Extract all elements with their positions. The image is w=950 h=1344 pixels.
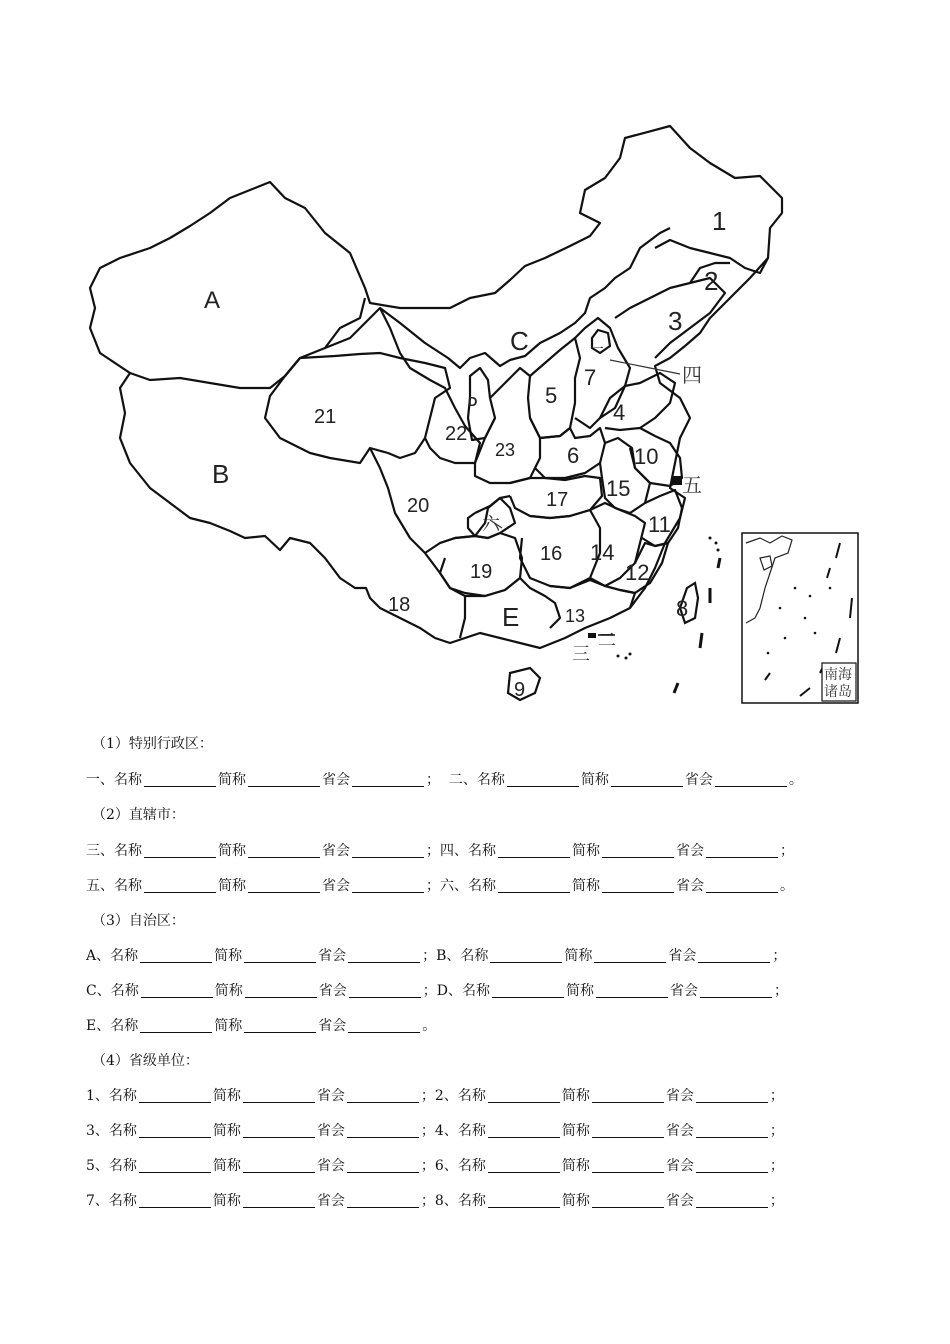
item-2: 2、 <box>434 1088 458 1104</box>
blank-2-name[interactable] <box>488 1088 560 1103</box>
field-name: 名称 <box>457 1158 486 1174</box>
blank-6-capital[interactable] <box>696 1158 768 1173</box>
field-name: 名称 <box>108 1193 137 1209</box>
section-2-title: （2）直辖市： <box>92 807 185 823</box>
field-capital: 省会 <box>318 1018 347 1034</box>
field-capital: 省会 <box>318 983 347 999</box>
blank-C-name[interactable] <box>141 983 213 998</box>
blank-3-capital[interactable] <box>347 1123 419 1138</box>
blank-C-capital[interactable] <box>349 983 421 998</box>
label-5: 5 <box>545 383 558 408</box>
label-8: 8 <box>676 596 689 621</box>
punct: ； <box>420 1088 435 1104</box>
blank-A-capital[interactable] <box>348 948 420 963</box>
item-3: 3、 <box>86 1123 109 1139</box>
item-liu: 六、 <box>440 878 468 894</box>
field-name: 名称 <box>461 983 490 999</box>
row-3-4 <box>86 1122 784 1140</box>
field-capital: 省会 <box>684 772 713 788</box>
label-yi: 一 <box>590 342 604 358</box>
border-ab <box>130 358 300 388</box>
row-1-2 <box>86 1087 784 1105</box>
punct: ； <box>426 772 440 788</box>
item-A: A、 <box>86 948 111 964</box>
item-1: 1、 <box>86 1088 109 1104</box>
field-name: 名称 <box>108 1158 137 1174</box>
label-9: 9 <box>514 679 526 701</box>
border-ac <box>300 298 365 358</box>
blank-wu-capital[interactable] <box>352 878 424 893</box>
blank-1-abbr[interactable] <box>243 1088 315 1103</box>
field-abbr: 简称 <box>572 878 600 894</box>
field-capital: 省会 <box>316 1158 345 1174</box>
field-capital: 省会 <box>316 1123 345 1139</box>
field-capital: 省会 <box>322 843 350 859</box>
label-er: 二 <box>598 630 616 651</box>
label-14: 14 <box>590 540 615 565</box>
field-name: 名称 <box>476 772 505 788</box>
field-name: 名称 <box>108 1123 137 1139</box>
label-A: A <box>204 287 221 314</box>
shanghai-marker <box>672 476 682 485</box>
field-name: 名称 <box>110 983 139 999</box>
label-7: 7 <box>584 365 597 390</box>
label-16: 16 <box>540 543 563 565</box>
field-abbr: 简称 <box>564 948 593 964</box>
blank-5-capital[interactable] <box>347 1158 419 1173</box>
label-B: B <box>212 459 230 489</box>
blank-liu-abbr[interactable] <box>602 878 674 893</box>
row-yi-er <box>86 771 803 789</box>
field-name: 名称 <box>114 878 142 894</box>
item-B: B、 <box>436 948 461 964</box>
field-name: 名称 <box>110 1018 139 1034</box>
label-D: D <box>468 394 478 409</box>
label-20: 20 <box>407 495 430 517</box>
punct: ； <box>426 878 440 894</box>
islands <box>674 558 720 693</box>
section-3-title: （3）自治区： <box>92 913 185 929</box>
field-abbr: 简称 <box>218 772 246 788</box>
blank-1-name[interactable] <box>139 1088 211 1103</box>
field-abbr: 简称 <box>212 1088 241 1104</box>
blank-6-abbr[interactable] <box>592 1158 664 1173</box>
label-2: 2 <box>704 266 719 296</box>
china-map <box>70 118 870 718</box>
row-E <box>86 1017 436 1035</box>
item-5: 5、 <box>86 1158 109 1174</box>
punct: ； <box>426 843 440 859</box>
blank-6-name[interactable] <box>488 1158 560 1173</box>
punct: ； <box>772 948 787 964</box>
field-name: 名称 <box>468 843 496 859</box>
row-san-si <box>86 842 794 860</box>
blank-B-abbr[interactable] <box>594 948 666 963</box>
section-1-title: （1）特别行政区： <box>92 736 213 752</box>
field-capital: 省会 <box>316 1193 345 1209</box>
field-capital: 省会 <box>665 1088 694 1104</box>
punct: ； <box>769 1088 784 1104</box>
blank-liu-capital[interactable] <box>706 878 778 893</box>
blank-si-name[interactable] <box>498 843 570 858</box>
label-10: 10 <box>634 444 659 469</box>
punct: ； <box>422 948 437 964</box>
blank-san-name[interactable] <box>144 843 216 858</box>
field-abbr: 简称 <box>561 1088 590 1104</box>
punct: ； <box>780 843 794 859</box>
border-21 <box>265 353 450 463</box>
field-abbr: 简称 <box>212 1123 241 1139</box>
field-name: 名称 <box>457 1123 486 1139</box>
number-labels <box>314 206 726 701</box>
blank-5-name[interactable] <box>139 1158 211 1173</box>
punct: ； <box>422 983 437 999</box>
punct: ； <box>769 1123 784 1139</box>
blank-C-abbr[interactable] <box>245 983 317 998</box>
blank-D-capital[interactable] <box>700 983 772 998</box>
blank-7-name[interactable] <box>139 1193 211 1208</box>
field-capital: 省会 <box>665 1193 694 1209</box>
label-23: 23 <box>495 440 516 460</box>
label-C: C <box>510 326 529 356</box>
label-21: 21 <box>314 406 337 428</box>
field-abbr: 简称 <box>214 1018 243 1034</box>
field-name: 名称 <box>114 772 142 788</box>
field-abbr: 简称 <box>561 1158 590 1174</box>
blank-E-capital[interactable] <box>348 1018 420 1033</box>
blank-4-abbr[interactable] <box>592 1123 664 1138</box>
blank-4-capital[interactable] <box>696 1123 768 1138</box>
field-abbr: 简称 <box>580 772 609 788</box>
china-map-svg <box>70 118 870 718</box>
label-11: 11 <box>648 512 671 537</box>
label-6: 6 <box>567 443 580 468</box>
item-san: 三、 <box>86 843 114 859</box>
label-17: 17 <box>546 489 569 511</box>
label-15: 15 <box>606 476 631 501</box>
row-wu-liu <box>86 877 794 895</box>
item-D: D、 <box>436 983 462 999</box>
label-4: 4 <box>613 400 626 425</box>
label-12: 12 <box>625 560 650 585</box>
blank-A-abbr[interactable] <box>244 948 316 963</box>
blank-er-capital[interactable] <box>715 772 787 787</box>
blank-4-name[interactable] <box>488 1123 560 1138</box>
blank-B-capital[interactable] <box>698 948 770 963</box>
item-yi: 一、 <box>86 772 114 788</box>
label-si: 四 <box>682 363 702 387</box>
field-capital: 省会 <box>668 948 697 964</box>
blank-2-abbr[interactable] <box>592 1088 664 1103</box>
punct: ； <box>769 1158 784 1174</box>
field-name: 名称 <box>114 843 142 859</box>
punct: ； <box>420 1193 435 1209</box>
field-abbr: 简称 <box>218 878 246 894</box>
border-23 <box>475 368 540 483</box>
blank-san-capital[interactable] <box>352 843 424 858</box>
field-abbr: 简称 <box>561 1193 590 1209</box>
punct: 。 <box>780 878 794 894</box>
field-abbr: 简称 <box>212 1158 241 1174</box>
field-capital: 省会 <box>322 772 350 788</box>
blank-3-abbr[interactable] <box>243 1123 315 1138</box>
blank-8-abbr[interactable] <box>592 1193 664 1208</box>
blank-wu-name[interactable] <box>144 878 216 893</box>
blank-D-abbr[interactable] <box>596 983 668 998</box>
field-name: 名称 <box>110 948 139 964</box>
field-name: 名称 <box>108 1088 137 1104</box>
field-capital: 省会 <box>322 878 350 894</box>
punct: ； <box>773 983 788 999</box>
blank-8-capital[interactable] <box>696 1193 768 1208</box>
blank-B-name[interactable] <box>490 948 562 963</box>
label-san: 三 <box>572 644 590 665</box>
blank-E-name[interactable] <box>140 1018 212 1033</box>
label-18: 18 <box>388 594 411 616</box>
blank-2-capital[interactable] <box>696 1088 768 1103</box>
field-capital: 省会 <box>669 983 698 999</box>
item-er: 二、 <box>448 772 477 788</box>
field-capital: 省会 <box>665 1158 694 1174</box>
label-1: 1 <box>712 206 727 236</box>
blank-1-capital[interactable] <box>347 1088 419 1103</box>
item-C: C、 <box>86 983 111 999</box>
border-18 <box>425 553 465 638</box>
punct: 。 <box>422 1018 437 1034</box>
field-abbr: 简称 <box>212 1193 241 1209</box>
china-outline <box>90 126 782 648</box>
blank-san-abbr[interactable] <box>248 843 320 858</box>
blank-E-abbr[interactable] <box>244 1018 316 1033</box>
punct: 。 <box>788 772 803 788</box>
field-abbr: 简称 <box>565 983 594 999</box>
item-si: 四、 <box>440 843 468 859</box>
item-wu: 五、 <box>86 878 114 894</box>
row-C-D <box>86 982 788 1000</box>
blank-er-abbr[interactable] <box>611 772 683 787</box>
field-abbr: 简称 <box>214 948 243 964</box>
border-liu <box>468 513 475 536</box>
field-name: 名称 <box>457 1088 486 1104</box>
blank-7-abbr[interactable] <box>243 1193 315 1208</box>
blank-liu-name[interactable] <box>498 878 570 893</box>
blank-3-name[interactable] <box>139 1123 211 1138</box>
blank-si-capital[interactable] <box>706 843 778 858</box>
field-name: 名称 <box>468 878 496 894</box>
label-3: 3 <box>668 306 683 336</box>
blank-si-abbr[interactable] <box>602 843 674 858</box>
row-5-6 <box>86 1157 784 1175</box>
item-E: E、 <box>86 1018 111 1034</box>
blank-yi-capital[interactable] <box>352 772 424 787</box>
field-name: 名称 <box>457 1193 486 1209</box>
label-22: 22 <box>445 423 468 445</box>
field-capital: 省会 <box>676 843 704 859</box>
island-dots <box>617 537 720 660</box>
inset-label-2: 诸岛 <box>824 684 852 700</box>
field-capital: 省会 <box>676 878 704 894</box>
blank-8-name[interactable] <box>488 1193 560 1208</box>
blank-D-name[interactable] <box>492 983 564 998</box>
field-abbr: 简称 <box>561 1123 590 1139</box>
label-E: E <box>502 602 520 632</box>
row-7-8 <box>86 1192 784 1210</box>
inset-label-1: 南海 <box>824 667 852 683</box>
item-6: 6、 <box>434 1158 458 1174</box>
item-4: 4、 <box>434 1123 458 1139</box>
field-abbr: 简称 <box>572 843 600 859</box>
field-abbr: 简称 <box>218 843 246 859</box>
field-capital: 省会 <box>665 1123 694 1139</box>
punct: ； <box>420 1123 435 1139</box>
label-liu: 六 <box>482 514 500 535</box>
beijing-leader-line <box>610 360 680 374</box>
field-name: 名称 <box>460 948 489 964</box>
punct: ； <box>769 1193 784 1209</box>
hk-marker <box>588 633 596 638</box>
punct: ； <box>420 1158 435 1174</box>
label-19: 19 <box>470 561 493 583</box>
border-4 <box>600 373 675 430</box>
blank-5-abbr[interactable] <box>243 1158 315 1173</box>
field-capital: 省会 <box>318 948 347 964</box>
blank-7-capital[interactable] <box>347 1193 419 1208</box>
blank-yi-abbr[interactable] <box>248 772 320 787</box>
section-4-title: （4）省级单位： <box>92 1053 199 1069</box>
border-13 <box>550 580 635 608</box>
row-A-B <box>86 947 786 965</box>
field-abbr: 简称 <box>214 983 243 999</box>
blank-A-name[interactable] <box>140 948 212 963</box>
blank-yi-name[interactable] <box>144 772 216 787</box>
blank-wu-abbr[interactable] <box>248 878 320 893</box>
field-capital: 省会 <box>316 1088 345 1104</box>
blank-er-name[interactable] <box>507 772 579 787</box>
item-8: 8、 <box>434 1193 458 1209</box>
label-13: 13 <box>565 606 586 626</box>
label-wu: 五 <box>682 473 702 497</box>
item-7: 7、 <box>86 1193 109 1209</box>
